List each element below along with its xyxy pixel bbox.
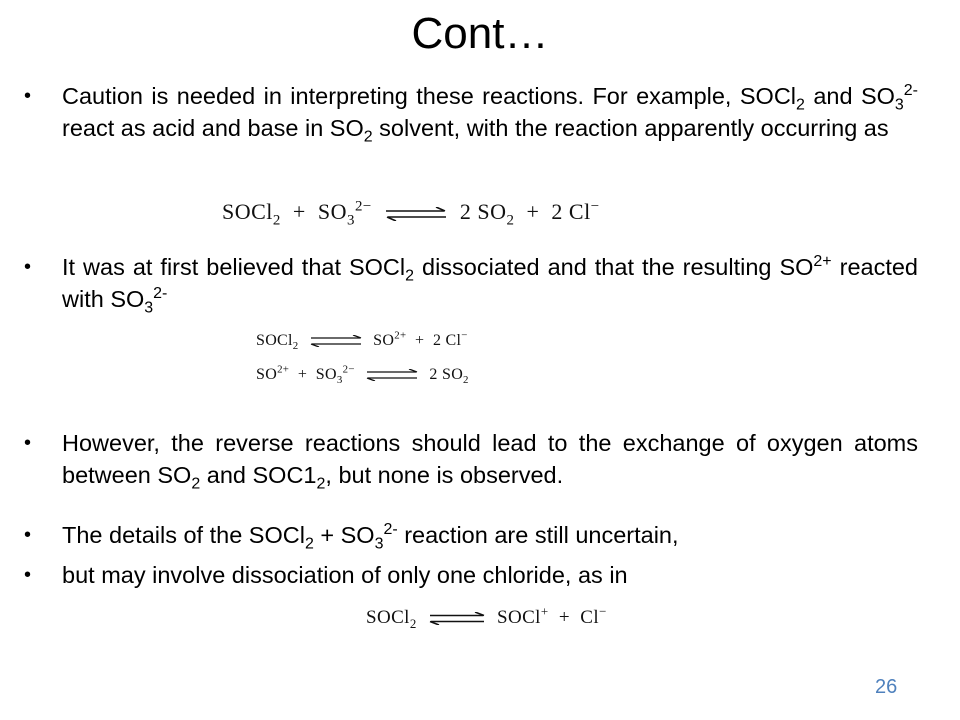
bullet-dot-icon: • <box>24 432 32 454</box>
bullet-1-text: Caution is needed in interpreting these reactions. For example, SOCl$_2$ and $SO_3^{2-}$ react as acid and base in $SO_2$ solvent, with the reaction apparently occurring as <box>62 82 918 146</box>
equation-2: SOCl$_2$ $SO^{2+} + 2$ Cl− <box>256 329 468 353</box>
bullet-1 <box>24 80 918 146</box>
bullet-5-text: but may involve dissociation of only one chloride, as in <box>62 562 628 588</box>
equilibrium-arrow-icon <box>309 335 363 347</box>
bullet-dot-icon: • <box>24 524 32 546</box>
bullet-dot-icon: • <box>24 85 32 107</box>
bullet-3 <box>24 427 918 493</box>
bullet-3-text: However, the reverse reactions should lead to the exchange of oxygen atoms between $SO_2$ and $SOC1_2$, but none is observed. <box>62 430 918 493</box>
equilibrium-arrow-icon <box>428 612 486 625</box>
slide-title: Cont… <box>411 9 549 58</box>
bullet-4 <box>24 519 918 553</box>
equilibrium-arrow-icon <box>384 207 448 221</box>
bullet-4-text: The details of the SOCl$_2$ + $SO_3^{2-}$ reaction are still uncertain, <box>62 521 679 553</box>
equation-3: $SO^{2+} + SO_3^{2-}$ 2 $SO_2$ <box>256 363 469 387</box>
bullet-2-text: It was at first believed that SOCl$_2$ dissociated and that the resulting $SO^{2+}$ reacted with $SO_3^{2-}$ <box>62 253 918 317</box>
equation-1: SOCl$_2$ + $SO_3^{2-}$ 2 $SO_2 + 2$ Cl− <box>222 198 600 229</box>
equation-4: SOCl$_2$ SOCl+ + Cl− <box>366 603 607 631</box>
page-number: 26 <box>875 676 898 698</box>
bullet-dot-icon: • <box>24 564 32 586</box>
equilibrium-arrow-icon <box>365 369 419 381</box>
bullet-2 <box>24 251 918 317</box>
bullet-dot-icon: • <box>24 256 32 278</box>
bullet-5 <box>24 559 918 591</box>
